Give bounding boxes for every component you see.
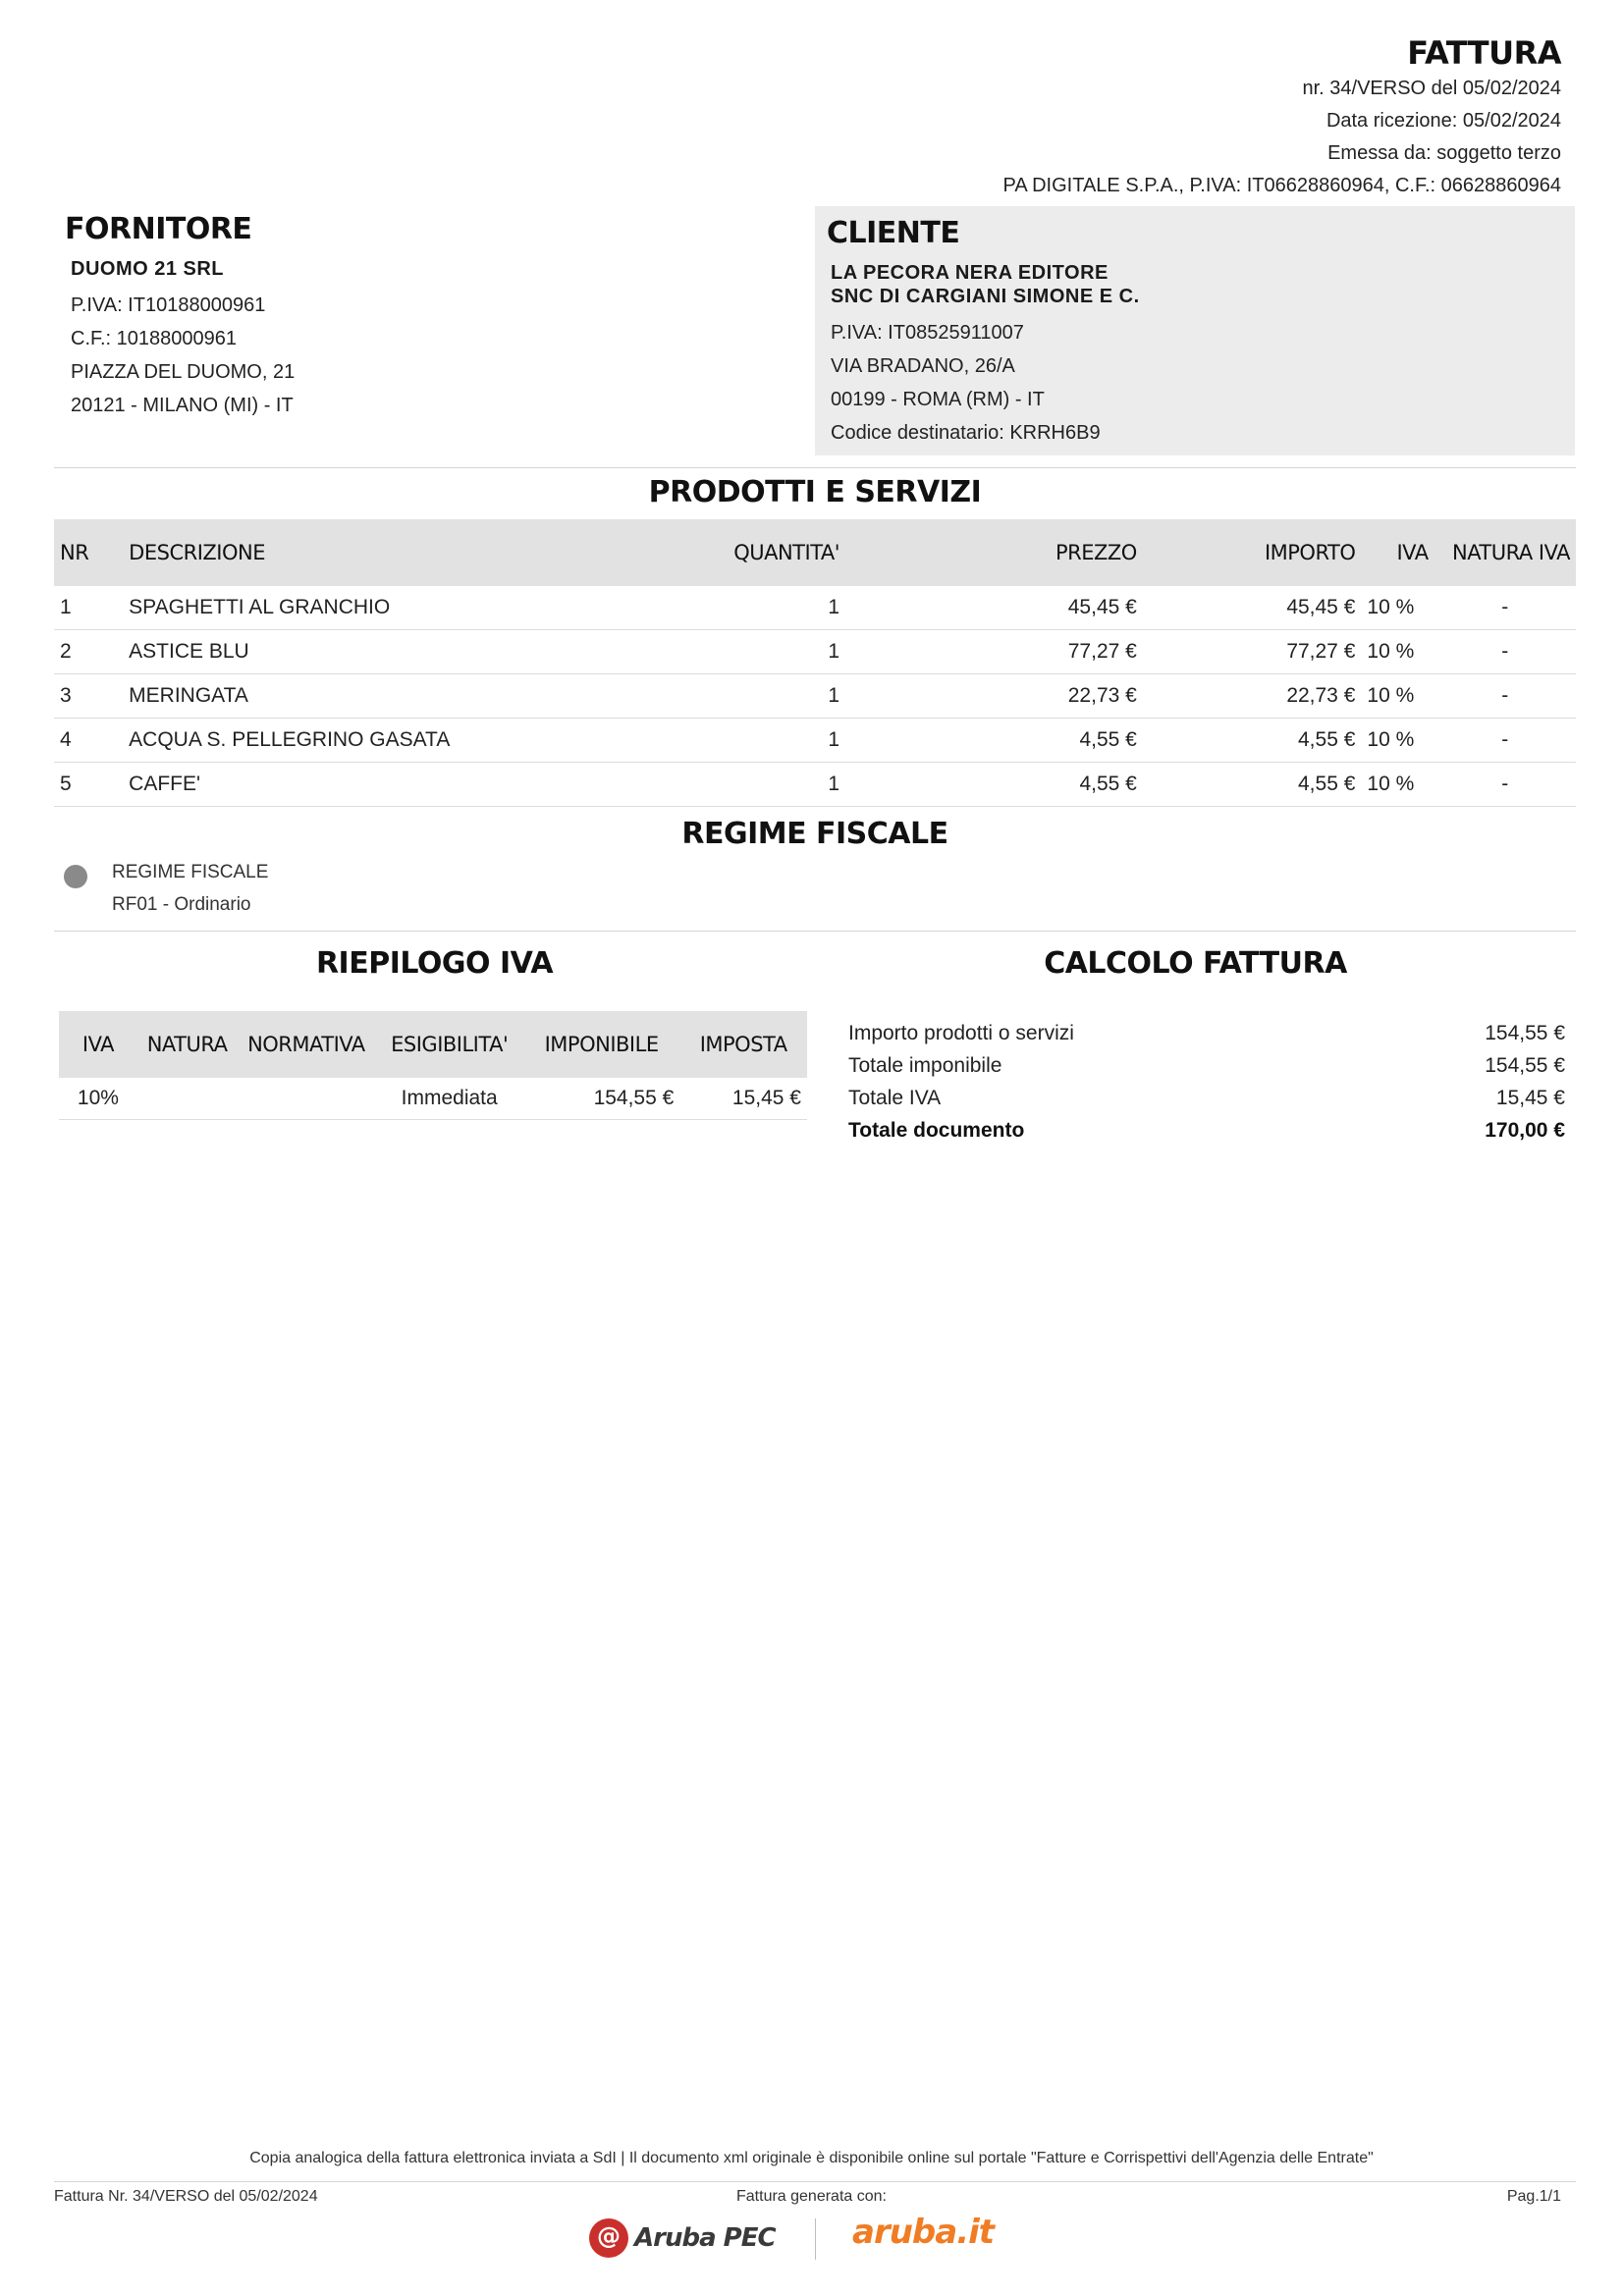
row-iva: 10%: [59, 1078, 137, 1120]
calc-value: 154,55 €: [1485, 1054, 1565, 1077]
row-description: ASTICE BLU: [123, 630, 685, 674]
document-title: FATTURA: [1407, 34, 1561, 72]
col-natura: NATURA: [137, 1011, 237, 1078]
supplier-tax-code: C.F.: 10188000961: [71, 328, 238, 349]
iva-summary-table: [59, 1011, 807, 1120]
client-vat: P.IVA: IT08525911007: [831, 322, 1024, 344]
col-normativa: NORMATIVA: [237, 1011, 375, 1078]
issued-by: Emessa da: soggetto terzo: [1327, 142, 1561, 164]
regime-label: REGIME FISCALE: [112, 862, 269, 882]
total-label: Totale documento: [848, 1119, 1025, 1142]
row-quantity: 1: [686, 630, 845, 674]
supplier-title: FORNITORE: [65, 212, 252, 246]
calc-row: [848, 1049, 1565, 1082]
row-nr: 3: [54, 674, 123, 719]
table-header-row: [54, 519, 1576, 586]
row-price: 77,27 €: [845, 630, 1143, 674]
divider: [54, 931, 1576, 932]
row-quantity: 1: [686, 719, 845, 763]
client-name-line-2: SNC DI CARGIANI SIMONE E C.: [831, 286, 1140, 307]
row-amount: 4,55 €: [1143, 719, 1362, 763]
receipt-date: Data ricezione: 05/02/2024: [1325, 110, 1561, 132]
col-imponibile: IMPONIBILE: [523, 1011, 679, 1078]
row-nr: 2: [54, 630, 123, 674]
client-recipient-code: Codice destinatario: KRRH6B9: [831, 422, 1101, 444]
products-table: [54, 519, 1576, 807]
row-description: MERINGATA: [123, 674, 685, 719]
calc-row: [848, 1082, 1565, 1114]
document-header: [1002, 33, 1561, 202]
divider: [54, 467, 1576, 468]
row-quantity: 1: [686, 763, 845, 807]
aruba-pec-logo: [589, 2216, 785, 2260]
row-imposta: 15,45 €: [679, 1078, 807, 1120]
aruba-it-logo: aruba.it: [852, 2213, 995, 2252]
supplier-vat: P.IVA: IT10188000961: [71, 294, 266, 316]
footer-note: Copia analogica della fattura elettronica inviata a SdI | Il documento xml originale è disponibile online sul portale "Fatture e Corrispettivi dell'Agenzia delle Entrate": [249, 2150, 1374, 2166]
calc-label: Totale IVA: [848, 1087, 942, 1109]
row-amount: 4,55 €: [1143, 763, 1362, 807]
row-amount: 45,45 €: [1143, 586, 1362, 630]
row-iva: 10 %: [1361, 674, 1434, 719]
row-iva: 10 %: [1361, 586, 1434, 630]
supplier-city: 20121 - MILANO (MI) - IT: [71, 395, 294, 416]
footer-generated-with: Fattura generata con:: [736, 2188, 887, 2205]
client-address: VIA BRADANO, 26/A: [831, 355, 1015, 377]
calc-label: Totale imponibile: [848, 1054, 1002, 1077]
client-city: 00199 - ROMA (RM) - IT: [831, 389, 1045, 410]
col-price: PREZZO: [845, 519, 1143, 586]
table-header-row: [59, 1011, 807, 1078]
table-row: [54, 763, 1576, 807]
seal-icon: [589, 2218, 628, 2258]
table-row: [54, 674, 1576, 719]
invoice-number: nr. 34/VERSO del 05/02/2024: [1302, 78, 1561, 99]
calc-block: [848, 1017, 1565, 1147]
row-description: ACQUA S. PELLEGRINO GASATA: [123, 719, 685, 763]
table-row: [54, 630, 1576, 674]
row-price: 22,73 €: [845, 674, 1143, 719]
client-name-line-1: LA PECORA NERA EDITORE: [831, 262, 1109, 284]
calc-value: 154,55 €: [1485, 1022, 1565, 1044]
supplier-block: [55, 210, 801, 422]
row-normativa: [237, 1078, 375, 1120]
calc-value: 15,45 €: [1495, 1087, 1565, 1109]
iva-summary-title: RIEPILOGO IVA: [315, 946, 554, 981]
intermediary: PA DIGITALE S.P.A., P.IVA: IT06628860964, C.F.: 06628860964: [1002, 175, 1561, 196]
bullet-icon: [64, 865, 87, 888]
col-nr: NR: [54, 519, 123, 586]
row-description: CAFFE': [123, 763, 685, 807]
regime-value: RF01 - Ordinario: [112, 894, 251, 915]
calc-row: [848, 1017, 1565, 1049]
row-amount: 77,27 €: [1143, 630, 1362, 674]
calc-label: Importo prodotti o servizi: [848, 1022, 1074, 1044]
row-description: SPAGHETTI AL GRANCHIO: [123, 586, 685, 630]
col-description: DESCRIZIONE: [123, 519, 685, 586]
col-natura-iva: NATURA IVA: [1434, 519, 1576, 586]
row-natura: -: [1434, 630, 1576, 674]
col-amount: IMPORTO: [1143, 519, 1362, 586]
products-title: PRODOTTI E SERVIZI: [648, 475, 982, 509]
logo-divider: [815, 2218, 816, 2260]
row-esigibilita: Immediata: [375, 1078, 522, 1120]
row-iva: 10 %: [1361, 630, 1434, 674]
row-price: 4,55 €: [845, 763, 1143, 807]
row-natura: [137, 1078, 237, 1120]
row-price: 4,55 €: [845, 719, 1143, 763]
client-block: [815, 206, 1575, 455]
col-iva: IVA: [1361, 519, 1434, 586]
calc-total-row: [848, 1114, 1565, 1147]
row-iva: 10 %: [1361, 763, 1434, 807]
page-number: Pag.1/1: [1506, 2188, 1561, 2205]
row-amount: 22,73 €: [1143, 674, 1362, 719]
row-nr: 4: [54, 719, 123, 763]
calc-title: CALCOLO FATTURA: [1044, 946, 1347, 981]
col-imposta: IMPOSTA: [679, 1011, 807, 1078]
regime-title: REGIME FISCALE: [681, 817, 948, 851]
client-title: CLIENTE: [827, 216, 960, 250]
row-natura: -: [1434, 674, 1576, 719]
row-natura: -: [1434, 763, 1576, 807]
table-row: [54, 719, 1576, 763]
row-nr: 1: [54, 586, 123, 630]
total-value: 170,00 €: [1485, 1119, 1565, 1142]
col-esigibilita: ESIGIBILITA': [375, 1011, 522, 1078]
supplier-name: DUOMO 21 SRL: [71, 258, 225, 280]
footer-invoice-ref: Fattura Nr. 34/VERSO del 05/02/2024: [54, 2188, 318, 2205]
table-row: [59, 1078, 807, 1120]
footer-divider: [54, 2181, 1576, 2182]
row-iva: 10 %: [1361, 719, 1434, 763]
row-nr: 5: [54, 763, 123, 807]
row-natura: -: [1434, 719, 1576, 763]
row-quantity: 1: [686, 674, 845, 719]
row-natura: -: [1434, 586, 1576, 630]
col-iva: IVA: [59, 1011, 137, 1078]
col-quantity: QUANTITA': [686, 519, 845, 586]
row-price: 45,45 €: [845, 586, 1143, 630]
table-row: [54, 586, 1576, 630]
row-quantity: 1: [686, 586, 845, 630]
row-imponibile: 154,55 €: [523, 1078, 679, 1120]
aruba-pec-logo-text: Aruba PEC: [634, 2223, 776, 2253]
supplier-address: PIAZZA DEL DUOMO, 21: [71, 361, 296, 383]
